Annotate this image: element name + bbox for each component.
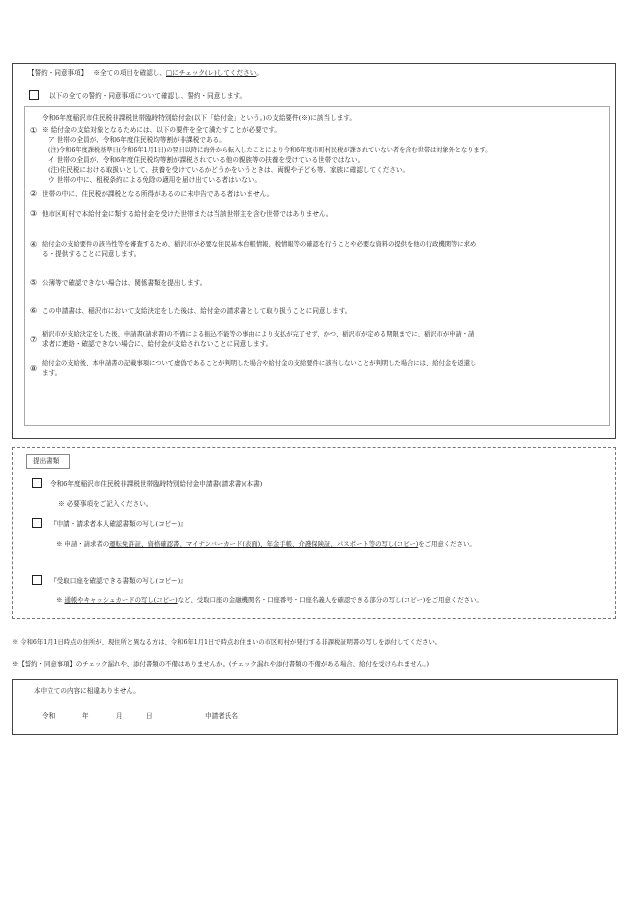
- doc3-checkbox[interactable]: [32, 575, 42, 585]
- doc2-checkbox[interactable]: [32, 518, 42, 528]
- all-agree-checkbox[interactable]: [29, 90, 39, 100]
- item3-text: 他市区町村で本給付金に類する給付金を受けた世帯または当該世帯主を含む世帯ではありません。: [42, 210, 333, 218]
- item1-line-1: ※ 給付金の支給対象となるためには、以下の要件を全て満たすことが必要です。: [42, 126, 281, 134]
- item2-number: ②: [30, 189, 38, 198]
- signature-day: 日: [146, 712, 153, 720]
- doc2-note-link: 運転免許証、資格確認書、マイナンバーカード(表面)、年金手帳、介護保険証、パスポート等の写し(コピー): [109, 540, 419, 548]
- signature-name-field[interactable]: [250, 709, 590, 723]
- doc3-note-post: など、受取口座の金融機関名・口座番号・口座名義人を確認できる部分の写し(コピー)をご用意ください。: [177, 596, 483, 604]
- signature-statement: 本申立ての内容に相違ありません。: [34, 687, 140, 695]
- item4-number: ④: [30, 240, 38, 249]
- item1-line-2: ア 世帯の全員が、令和6年度住民税均等割が非課税である。: [48, 136, 226, 144]
- footnote-1: ※ 令和6年1月1日時点の住所が、現住所と異なる方は、令和6年1月1日で時点お住まいの市区町村が発行する非課税証明書の写しを添付してください。: [12, 639, 442, 646]
- signature-year: 年: [82, 712, 89, 720]
- doc1-note: ※ 必要事項をご記入ください。: [58, 500, 153, 508]
- documents-section: [12, 447, 616, 619]
- documents-title: 提出書類: [33, 457, 60, 465]
- item1-number: ①: [30, 126, 38, 135]
- consent-note-post: 。: [256, 69, 263, 77]
- doc3-label: 『受取口座を確認できる書類の写し(コピー)』: [50, 577, 187, 585]
- item1-line-5: (注)住民税における取扱いとして、扶養を受けているかどうかをいうときは、両親や子ども等、家族に確認してください。: [48, 166, 410, 174]
- item1-line-3: (注)令和6年度課税基準日(令和6年1月1日)の翌日以降に海外から転入したことにより令和6年度市町村民税が課されていない者を含む世帯は対象外となります。: [48, 147, 492, 154]
- item6-number: ⑥: [30, 306, 38, 315]
- item1-line-6: ウ 世帯の中に、租税条約による免除の適用を届け出ている者はいない。: [48, 176, 262, 184]
- doc3-note-link: 通帳やキャッシュカードの写し(コピー): [64, 596, 178, 604]
- item4-line-1: 給付金の支給要件の該当性等を審査するため、稲沢市が必要な住民基本台帳情報、税情報等の確認を行うことや必要な資料の提供を他の行政機関等に求め: [42, 241, 477, 248]
- signature-month: 月: [116, 712, 123, 720]
- item8-number: ⑧: [30, 364, 38, 373]
- consent-intro: 令和6年度稲沢市住民税非課税世帯臨時特別給付金(以下「給付金」という。)の支給要件(※)に該当します。: [42, 114, 356, 122]
- footnote-2: ※【誓約・同意事項】のチェック漏れや、添付書類の不備はありませんか。(チェック漏れや添付書類の不備がある場合、給付を受けられません。): [12, 660, 430, 668]
- item3-number: ③: [30, 209, 38, 218]
- doc1-checkbox[interactable]: [32, 478, 42, 488]
- doc1-label: 令和6年度稲沢市住民税非課税世帯臨時特別給付金申請書(請求書)(本書): [50, 480, 263, 488]
- signature-name-label: 申請者氏名: [205, 712, 238, 720]
- item8-line-1: 給付金の支給後、本申請書の記載事項について虚偽であることが判明した場合や給付金の支給要件に該当しないことが判明した場合には、給付金を返還し: [42, 360, 477, 367]
- doc2-note-post: をご用意ください。: [418, 540, 476, 548]
- doc2-label: 『申請・請求者本人確認書類の写し(コピー)』: [50, 520, 187, 528]
- item7-number: ⑦: [30, 335, 38, 344]
- consent-header: 【誓約・同意事項】: [28, 69, 88, 77]
- item7-line-1: 稲沢市が支給決定をした後、申請書(請求書)の不備による振込不能等の事由により支払が完了せず、かつ、稲沢市が定める期限までに、稲沢市が申請・請: [42, 331, 475, 338]
- doc2-note: [56, 540, 476, 549]
- doc3-note-pre: ※: [56, 596, 65, 604]
- doc2-note-pre: ※ 申請・請求者の: [56, 540, 110, 548]
- consent-note-pre: ※全ての項目を確認し、: [93, 69, 166, 77]
- consent-header-line: [28, 69, 263, 78]
- all-agree-label: 以下の全ての誓約・同意事項について確認し、誓約・同意します。: [49, 92, 247, 100]
- consent-note-link: □にチェック(レ)してください: [165, 69, 257, 77]
- item5-number: ⑤: [30, 278, 38, 287]
- signature-era: 令和: [42, 712, 56, 720]
- item5-text: 公簿等で確認できない場合は、関係書類を提出します。: [42, 279, 207, 287]
- doc3-note: [56, 596, 483, 605]
- item7-line-2: 求者に連絡・確認できない場合に、給付金が支給されないことに同意します。: [42, 340, 273, 348]
- item6-text: この申請書は、稲沢市において支給決定をした後は、給付金の請求書として取り扱うことに同意します。: [42, 307, 352, 315]
- item1-line-4: イ 世帯の全員が、令和6年度住民税均等割が課税されている他の親族等の扶養を受けている世帯ではない。: [48, 156, 365, 164]
- item8-line-2: ます。: [42, 369, 62, 377]
- item4-line-2: る・提供することに同意します。: [42, 250, 141, 258]
- item2-text: 世帯の中に、住民税が課税となる所得があるのに未申告である者はいません。: [42, 190, 274, 198]
